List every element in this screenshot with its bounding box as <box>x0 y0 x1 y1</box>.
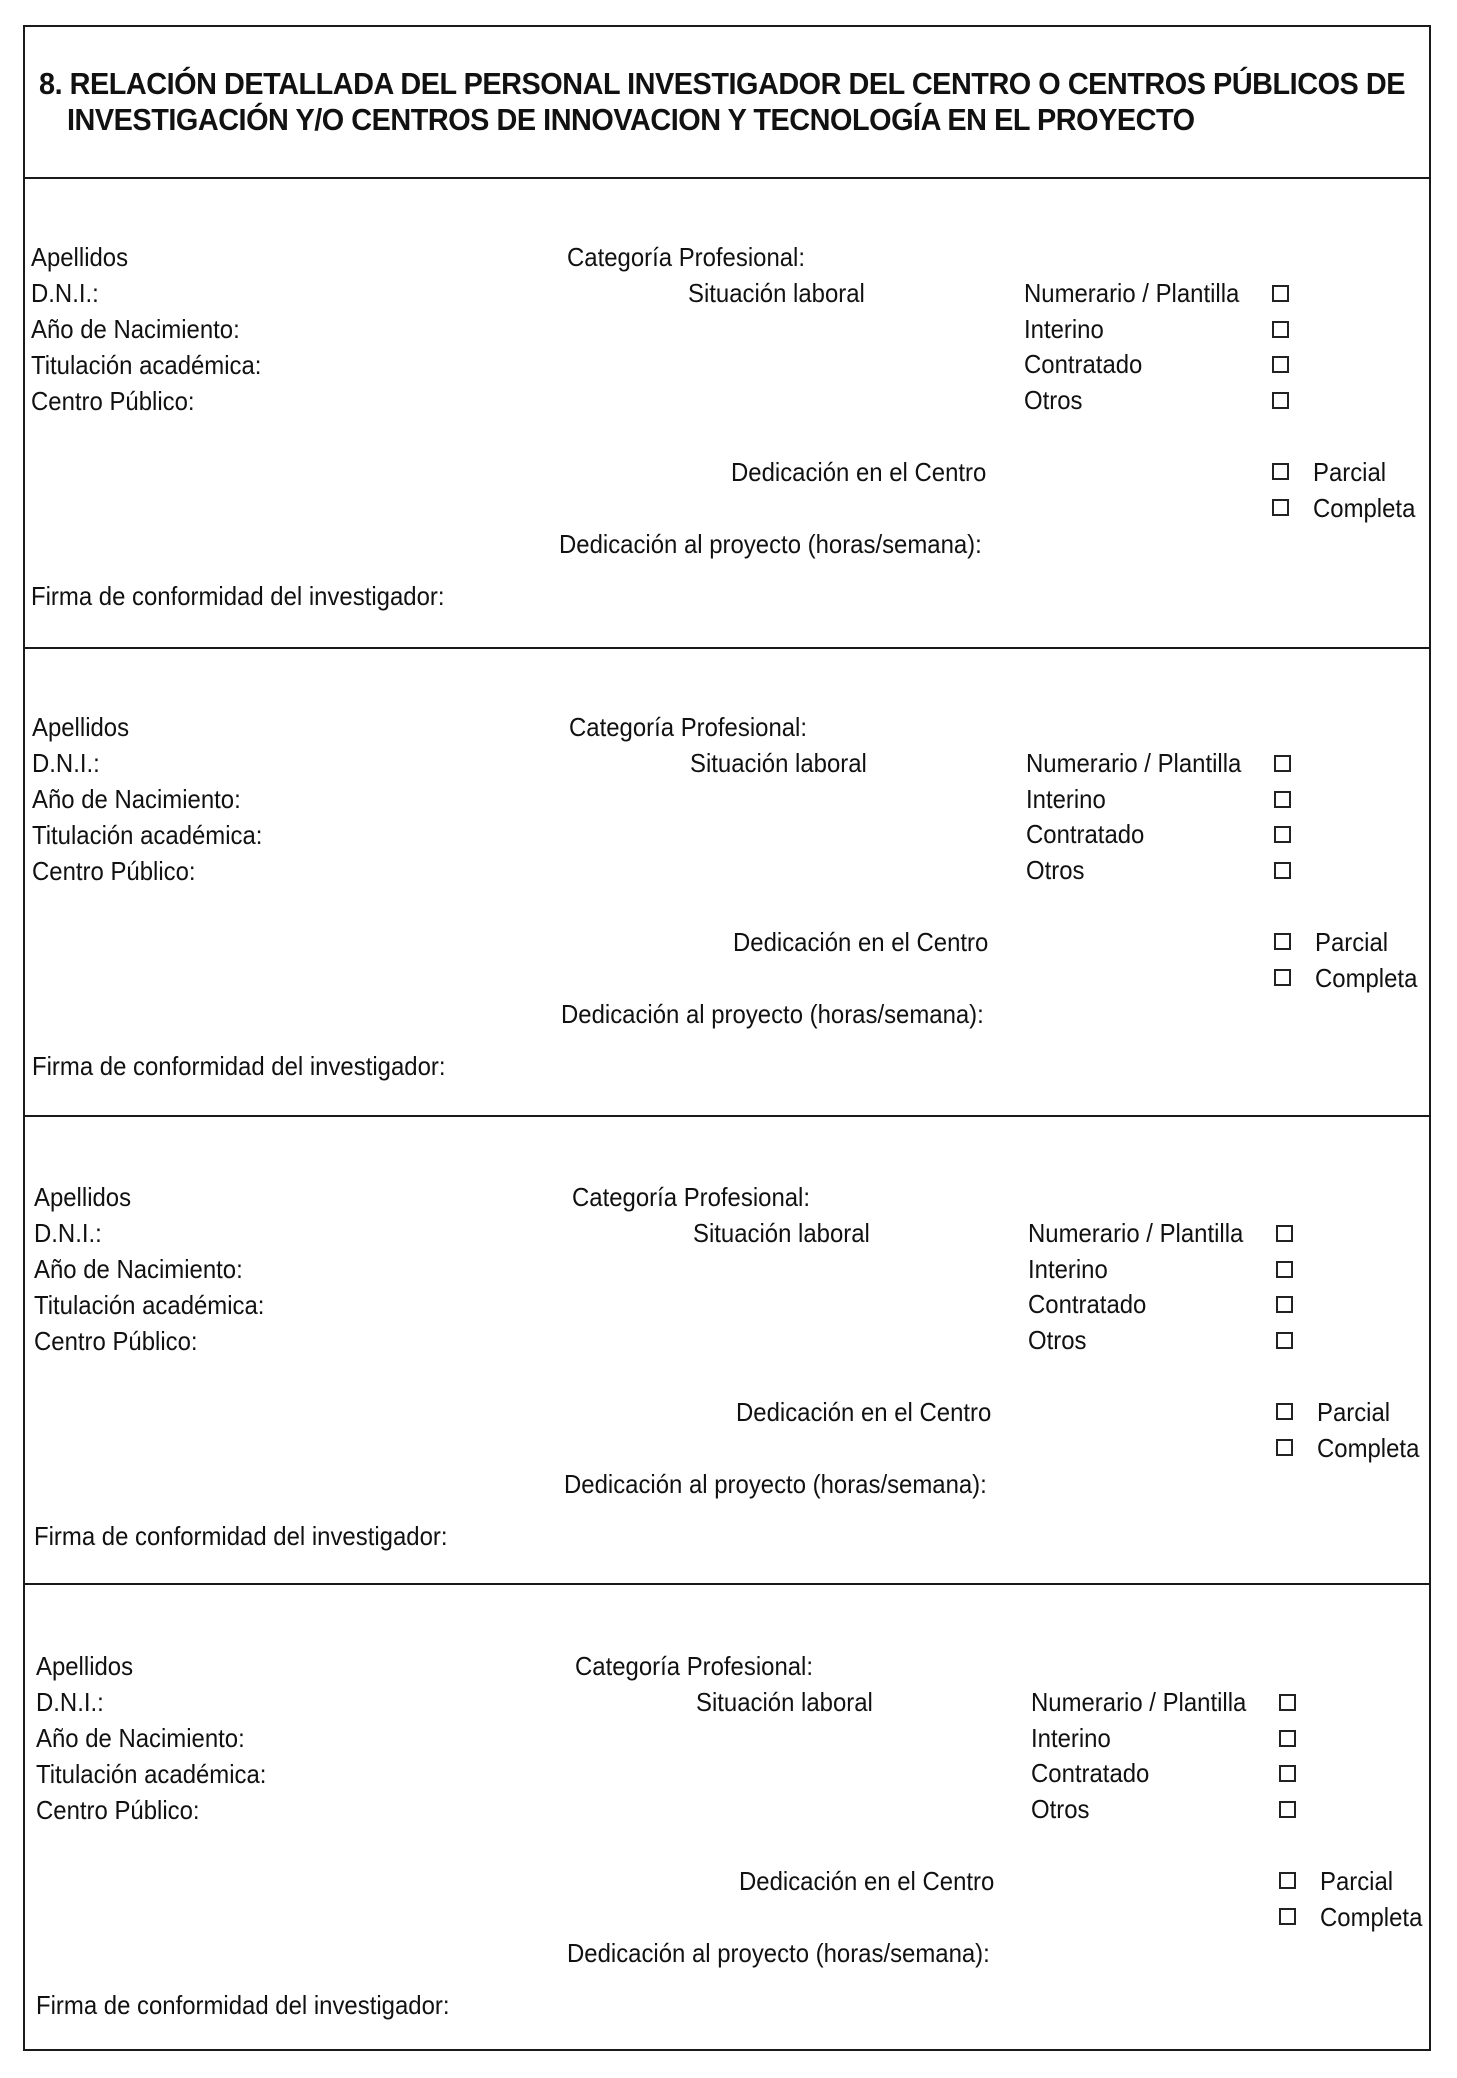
completa-checkbox[interactable] <box>1274 969 1291 986</box>
option-parcial: Parcial <box>1315 927 1389 957</box>
dni-label: D.N.I.: <box>32 748 100 778</box>
option-interino: Interino <box>1028 1254 1108 1284</box>
categoria-label: Categoría Profesional: <box>567 242 806 272</box>
option-numerario: Numerario / Plantilla <box>1026 748 1242 778</box>
option-otros: Otros <box>1026 855 1085 885</box>
firma-label: Firma de conformidad del investigador: <box>34 1521 448 1551</box>
otros-checkbox[interactable] <box>1279 1801 1296 1818</box>
numerario-checkbox[interactable] <box>1276 1225 1293 1242</box>
anio-nacimiento-label: Año de Nacimiento: <box>34 1254 243 1284</box>
interino-checkbox[interactable] <box>1279 1730 1296 1747</box>
option-contratado: Contratado <box>1026 819 1145 849</box>
otros-checkbox[interactable] <box>1276 1332 1293 1349</box>
researcher-block-2 <box>25 647 1429 1115</box>
numerario-checkbox[interactable] <box>1272 285 1289 302</box>
centro-publico-label: Centro Público: <box>32 856 196 886</box>
firma-label: Firma de conformidad del investigador: <box>32 1051 446 1081</box>
option-numerario: Numerario / Plantilla <box>1028 1218 1244 1248</box>
option-otros: Otros <box>1024 385 1083 415</box>
categoria-label: Categoría Profesional: <box>575 1651 814 1681</box>
parcial-checkbox[interactable] <box>1272 463 1289 480</box>
option-interino: Interino <box>1026 784 1106 814</box>
interino-checkbox[interactable] <box>1276 1261 1293 1278</box>
dedicacion-centro-label: Dedicación en el Centro <box>739 1866 995 1896</box>
researcher-block-1 <box>25 179 1429 647</box>
dedicacion-centro-label: Dedicación en el Centro <box>733 927 989 957</box>
contratado-checkbox[interactable] <box>1272 356 1289 373</box>
situacion-label: Situación laboral <box>696 1687 873 1717</box>
titulacion-label: Titulación académica: <box>36 1759 267 1789</box>
researcher-block-3 <box>25 1115 1429 1583</box>
option-contratado: Contratado <box>1024 349 1143 379</box>
dni-label: D.N.I.: <box>31 278 99 308</box>
section-header <box>25 27 1429 179</box>
parcial-checkbox[interactable] <box>1276 1403 1293 1420</box>
option-interino: Interino <box>1031 1723 1111 1753</box>
otros-checkbox[interactable] <box>1274 862 1291 879</box>
apellidos-label: Apellidos <box>34 1182 132 1212</box>
situacion-label: Situación laboral <box>690 748 867 778</box>
firma-label: Firma de conformidad del investigador: <box>31 581 445 611</box>
contratado-checkbox[interactable] <box>1276 1296 1293 1313</box>
dedicacion-proyecto-label: Dedicación al proyecto (horas/semana): <box>559 529 982 559</box>
firma-label: Firma de conformidad del investigador: <box>36 1990 450 2020</box>
form-frame <box>23 25 1431 2051</box>
option-parcial: Parcial <box>1320 1866 1394 1896</box>
centro-publico-label: Centro Público: <box>36 1795 200 1825</box>
dedicacion-centro-label: Dedicación en el Centro <box>736 1397 992 1427</box>
section-title-line-1: 8. RELACIÓN DETALLADA DEL PERSONAL INVESTIGADOR DEL CENTRO O CENTROS PÚBLICOS DE <box>39 66 1405 101</box>
categoria-label: Categoría Profesional: <box>572 1182 811 1212</box>
anio-nacimiento-label: Año de Nacimiento: <box>36 1723 245 1753</box>
apellidos-label: Apellidos <box>32 712 130 742</box>
option-contratado: Contratado <box>1028 1289 1147 1319</box>
titulacion-label: Titulación académica: <box>31 350 262 380</box>
situacion-label: Situación laboral <box>693 1218 870 1248</box>
section-title-line-2: INVESTIGACIÓN Y/O CENTROS DE INNOVACION Y TECNOLOGÍA EN EL PROYECTO <box>67 102 1195 137</box>
completa-checkbox[interactable] <box>1276 1439 1293 1456</box>
option-completa: Completa <box>1313 493 1416 523</box>
titulacion-label: Titulación académica: <box>32 820 263 850</box>
completa-checkbox[interactable] <box>1272 499 1289 516</box>
option-otros: Otros <box>1031 1794 1090 1824</box>
apellidos-label: Apellidos <box>31 242 129 272</box>
anio-nacimiento-label: Año de Nacimiento: <box>32 784 241 814</box>
option-contratado: Contratado <box>1031 1758 1150 1788</box>
dni-label: D.N.I.: <box>36 1687 104 1717</box>
situacion-label: Situación laboral <box>688 278 865 308</box>
titulacion-label: Titulación académica: <box>34 1290 265 1320</box>
dedicacion-centro-label: Dedicación en el Centro <box>731 457 987 487</box>
contratado-checkbox[interactable] <box>1274 826 1291 843</box>
categoria-label: Categoría Profesional: <box>569 712 808 742</box>
option-interino: Interino <box>1024 314 1104 344</box>
option-numerario: Numerario / Plantilla <box>1031 1687 1247 1717</box>
option-completa: Completa <box>1317 1433 1420 1463</box>
dedicacion-proyecto-label: Dedicación al proyecto (horas/semana): <box>564 1469 987 1499</box>
option-completa: Completa <box>1315 963 1418 993</box>
centro-publico-label: Centro Público: <box>31 386 195 416</box>
apellidos-label: Apellidos <box>36 1651 134 1681</box>
interino-checkbox[interactable] <box>1272 321 1289 338</box>
centro-publico-label: Centro Público: <box>34 1326 198 1356</box>
numerario-checkbox[interactable] <box>1279 1694 1296 1711</box>
parcial-checkbox[interactable] <box>1279 1872 1296 1889</box>
parcial-checkbox[interactable] <box>1274 933 1291 950</box>
option-numerario: Numerario / Plantilla <box>1024 278 1240 308</box>
dedicacion-proyecto-label: Dedicación al proyecto (horas/semana): <box>561 999 984 1029</box>
completa-checkbox[interactable] <box>1279 1908 1296 1925</box>
dni-label: D.N.I.: <box>34 1218 102 1248</box>
interino-checkbox[interactable] <box>1274 791 1291 808</box>
researcher-block-4 <box>25 1583 1429 2049</box>
contratado-checkbox[interactable] <box>1279 1765 1296 1782</box>
otros-checkbox[interactable] <box>1272 392 1289 409</box>
numerario-checkbox[interactable] <box>1274 755 1291 772</box>
option-otros: Otros <box>1028 1325 1087 1355</box>
anio-nacimiento-label: Año de Nacimiento: <box>31 314 240 344</box>
dedicacion-proyecto-label: Dedicación al proyecto (horas/semana): <box>567 1938 990 1968</box>
option-parcial: Parcial <box>1317 1397 1391 1427</box>
option-completa: Completa <box>1320 1902 1423 1932</box>
option-parcial: Parcial <box>1313 457 1387 487</box>
